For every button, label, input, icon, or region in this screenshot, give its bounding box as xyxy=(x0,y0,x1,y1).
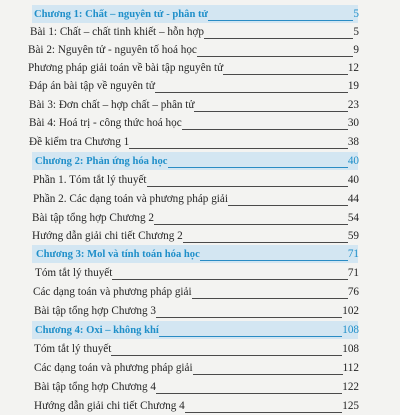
toc-leader-rule xyxy=(156,393,342,394)
toc-entry-row[interactable] xyxy=(0,41,400,59)
toc-leader-rule xyxy=(223,74,348,75)
toc-entry-row[interactable] xyxy=(0,77,400,95)
page-number: 108 xyxy=(342,324,359,336)
page-number: 54 xyxy=(347,212,359,224)
toc-leader-rule xyxy=(159,336,342,337)
entry-title: Phần 2. Các dạng toán và phương pháp giải xyxy=(33,193,228,205)
chapter-title: Chương 3: Mol và tính toán hóa học xyxy=(36,249,200,260)
toc-entry-row[interactable] xyxy=(0,114,400,132)
entry-title: Đáp án bài tập về nguyên tử xyxy=(29,80,155,92)
toc-entry-row[interactable] xyxy=(0,96,400,114)
page-number: 112 xyxy=(342,362,359,374)
page-number: 38 xyxy=(347,136,359,148)
page-number: 9 xyxy=(353,44,359,56)
entry-title: Phương pháp giải toán về bài tập nguyên tử xyxy=(28,62,224,74)
page-number: 102 xyxy=(342,305,359,317)
toc-entry-row[interactable] xyxy=(0,340,400,358)
toc-entry-row[interactable] xyxy=(0,359,400,377)
toc-leader-rule xyxy=(111,355,342,356)
page-number: 19 xyxy=(347,80,359,92)
page-number: 71 xyxy=(347,267,359,279)
toc-chapter-row[interactable] xyxy=(0,321,400,339)
toc-entry-row[interactable] xyxy=(0,302,400,320)
toc-leader-rule xyxy=(182,129,348,130)
toc-leader-rule xyxy=(192,298,348,299)
entry-title: Hướng dẫn giải chi tiết Chương 4 xyxy=(34,400,185,412)
toc-entry-row[interactable] xyxy=(0,23,400,41)
toc-chapter-row[interactable] xyxy=(0,5,400,23)
toc-leader-rule xyxy=(147,186,348,187)
chapter-title: Chương 1: Chất – nguyên tử - phân tử xyxy=(34,9,208,20)
chapter-title: Chương 4: Oxi – không khí xyxy=(35,325,159,336)
entry-title: Bài tập tổng hợp Chương 3 xyxy=(34,305,156,317)
toc-entry-row[interactable] xyxy=(0,171,400,189)
page-number: 12 xyxy=(347,62,359,74)
entry-title: Tóm tắt lý thuyết xyxy=(34,343,112,355)
page-number: 59 xyxy=(347,230,359,242)
page-number: 125 xyxy=(342,400,359,412)
entry-title: Phần 1. Tóm tắt lý thuyết xyxy=(33,174,147,186)
entry-title: Bài 4: Hoá trị - công thức hoá học xyxy=(29,117,182,129)
toc-leader-rule xyxy=(204,38,353,39)
page-number: 71 xyxy=(347,248,359,260)
toc-leader-rule xyxy=(200,260,348,261)
toc-leader-rule xyxy=(228,205,348,206)
page-number: 5 xyxy=(353,8,359,20)
toc-entry-row[interactable] xyxy=(0,397,400,415)
toc-leader-rule xyxy=(185,412,342,413)
toc-entry-row[interactable] xyxy=(0,190,400,208)
chapter-title: Chương 2: Phản ứng hóa học xyxy=(35,156,168,167)
toc-leader-rule xyxy=(156,317,342,318)
toc-entry-row[interactable] xyxy=(0,264,400,282)
page-number: 40 xyxy=(347,155,359,167)
page-number: 76 xyxy=(347,286,359,298)
page-number: 108 xyxy=(342,343,359,355)
page-number: 122 xyxy=(342,381,359,393)
toc-leader-rule xyxy=(154,224,348,225)
toc-leader-rule xyxy=(197,56,353,57)
toc-leader-rule xyxy=(155,92,348,93)
page-number: 23 xyxy=(347,99,359,111)
entry-title: Bài tập tổng hợp Chương 4 xyxy=(34,381,156,393)
page-number: 40 xyxy=(347,174,359,186)
page-number: 44 xyxy=(347,193,359,205)
page-number: 5 xyxy=(353,26,359,38)
toc-leader-rule xyxy=(129,148,348,149)
toc-leader-rule xyxy=(208,20,353,21)
toc-entry-row[interactable] xyxy=(0,133,400,151)
toc-leader-rule xyxy=(168,167,348,168)
page-number: 30 xyxy=(347,117,359,129)
toc-entry-row[interactable] xyxy=(0,283,400,301)
entry-title: Hướng dẫn giải chi tiết Chương 2 xyxy=(32,230,183,242)
toc-entry-row[interactable] xyxy=(0,59,400,77)
toc-entry-row[interactable] xyxy=(0,209,400,227)
entry-title: Bài 3: Đơn chất – hợp chất – phân tử xyxy=(29,99,195,111)
toc-chapter-row[interactable] xyxy=(0,245,400,263)
toc-entry-row[interactable] xyxy=(0,378,400,396)
entry-title: Bài tập tổng hợp Chương 2 xyxy=(32,212,154,224)
entry-title: Bài 1: Chất – chất tinh khiết – hỗn hợp xyxy=(30,26,205,38)
toc-leader-rule xyxy=(194,111,348,112)
entry-title: Đề kiểm tra Chương 1 xyxy=(29,136,130,148)
entry-title: Bài 2: Nguyên tử - nguyên tố hoá học xyxy=(28,44,197,56)
toc-leader-rule xyxy=(183,242,348,243)
toc-entry-row[interactable] xyxy=(0,227,400,245)
toc-leader-rule xyxy=(112,279,348,280)
entry-title: Các dạng toán và phương pháp giải xyxy=(34,362,193,374)
entry-title: Tóm tắt lý thuyết xyxy=(35,267,113,279)
toc-chapter-row[interactable] xyxy=(0,152,400,170)
entry-title: Các dạng toán và phương pháp giải xyxy=(33,286,192,298)
toc-leader-rule xyxy=(193,374,343,375)
